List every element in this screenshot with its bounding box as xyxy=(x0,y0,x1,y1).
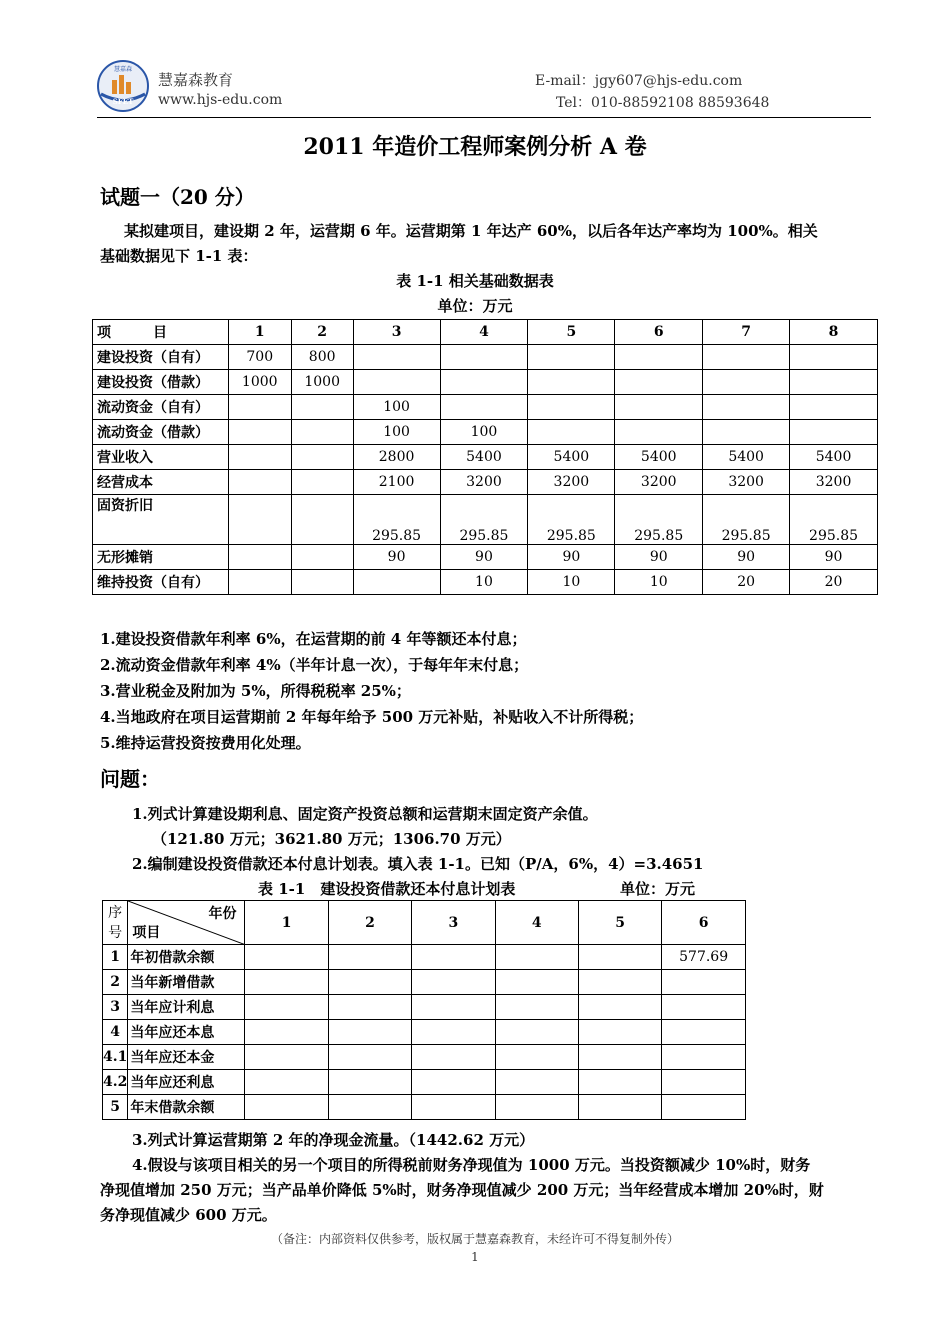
table-row xyxy=(93,545,878,570)
table-cell[interactable] xyxy=(495,1045,578,1070)
table-row xyxy=(93,570,878,595)
row-label: 无形摊销 xyxy=(93,545,229,570)
table-cell xyxy=(528,420,615,445)
table-cell[interactable] xyxy=(328,945,411,970)
table-cell[interactable] xyxy=(412,1095,495,1120)
table-cell[interactable] xyxy=(662,1070,746,1095)
table-cell: 90 xyxy=(353,545,440,570)
conditions-list xyxy=(100,626,643,756)
row-label: 年初借款余额 xyxy=(128,945,245,970)
table-row xyxy=(93,395,878,420)
year-header: 4 xyxy=(495,901,578,945)
question-4-line-3: 务净现值减少 600 万元。 xyxy=(100,1206,277,1224)
table-cell: 90 xyxy=(440,545,528,570)
table-cell[interactable] xyxy=(495,1020,578,1045)
questions-heading: 问题： xyxy=(100,767,160,791)
table-cell: 20 xyxy=(703,570,790,595)
table-cell[interactable] xyxy=(495,1070,578,1095)
table-cell: 295.85 xyxy=(528,495,615,545)
table1-header-cell: 1 xyxy=(228,320,291,345)
table-cell: 100 xyxy=(353,395,440,420)
row-label: 流动资金（自有） xyxy=(93,395,229,420)
row-number: 1 xyxy=(103,945,128,970)
telephone: Tel：010-88592108 88593648 xyxy=(556,95,770,111)
table-cell[interactable] xyxy=(328,995,411,1020)
table-cell: 90 xyxy=(528,545,615,570)
table-cell: 1000 xyxy=(228,370,291,395)
page-title: 2011 年造价工程师案例分析 A 卷 xyxy=(303,134,647,160)
row-label: 年末借款余额 xyxy=(128,1095,245,1120)
table-cell[interactable] xyxy=(578,1095,661,1120)
table-cell[interactable] xyxy=(662,1045,746,1070)
condition-item: 3.营业税金及附加为 5%，所得税税率 25%； xyxy=(100,682,411,700)
table1-header-cell: 5 xyxy=(528,320,615,345)
website: www.hjs-edu.com xyxy=(158,92,283,108)
table1-header-cell: 2 xyxy=(291,320,353,345)
table-cell[interactable] xyxy=(328,1045,411,1070)
table-cell xyxy=(528,370,615,395)
email: E-mail：jgy607@hjs-edu.com xyxy=(535,73,743,89)
table-cell xyxy=(790,420,878,445)
table-cell xyxy=(790,345,878,370)
page-number: 1 xyxy=(471,1250,479,1264)
table-cell[interactable] xyxy=(328,1070,411,1095)
row-label: 经营成本 xyxy=(93,470,229,495)
table-cell[interactable] xyxy=(662,970,746,995)
table-cell: 5400 xyxy=(790,445,878,470)
table1-title: 表 1-1 相关基础数据表 xyxy=(396,272,554,290)
corner-no: 序号 xyxy=(103,901,128,945)
question-4-line-2: 净现值增加 250 万元；当产品单价降低 5%时，财务净现值减少 200 万元；当年经营成本增加 20%时，财 xyxy=(100,1181,824,1199)
table-cell[interactable] xyxy=(578,1045,661,1070)
table-cell: 10 xyxy=(528,570,615,595)
table-cell xyxy=(291,495,353,545)
question-1-answer: （121.80 万元；3621.80 万元；1306.70 万元） xyxy=(152,830,511,848)
table-cell: 2800 xyxy=(353,445,440,470)
table-row xyxy=(103,995,746,1020)
section-heading: 试题一（20 分） xyxy=(100,185,255,209)
table-cell[interactable] xyxy=(412,1045,495,1070)
table-cell[interactable] xyxy=(495,995,578,1020)
basic-data-table xyxy=(92,319,878,595)
table-cell xyxy=(353,370,440,395)
question-2: 2.编制建设投资借款还本付息计划表。填入表 1-1。已知（P/A，6%，4）=3.4651 xyxy=(132,855,704,873)
question-4-line-1: 4.假设与该项目相关的另一个项目的所得税前财务净现值为 1000 万元。当投资额减少 10%时，财务 xyxy=(132,1156,811,1174)
table-cell xyxy=(528,345,615,370)
row-label: 固资折旧 xyxy=(93,495,229,545)
intro-line-1: 某拟建项目，建设期 2 年，运营期 6 年。运营期第 1 年达产 60%，以后各年达产率均为 100%。相关 xyxy=(124,222,818,240)
table-row xyxy=(103,1020,746,1045)
table-cell xyxy=(703,370,790,395)
question-1: 1.列式计算建设期利息、固定资产投资总额和运营期末固定资产余值。 xyxy=(132,805,598,823)
table-cell[interactable] xyxy=(495,945,578,970)
loan-repayment-table xyxy=(102,900,746,1120)
table-cell: 2100 xyxy=(353,470,440,495)
year-header: 5 xyxy=(578,901,661,945)
condition-item: 2.流动资金借款年利率 4%（半年计息一次），于每年年末付息； xyxy=(100,656,529,674)
table-cell[interactable] xyxy=(245,1045,328,1070)
condition-item: 4.当地政府在项目运营期前 2 年每年给予 500 万元补贴，补贴收入不计所得税； xyxy=(100,708,644,726)
table-cell[interactable] xyxy=(245,945,328,970)
table-cell[interactable] xyxy=(328,970,411,995)
logo xyxy=(97,60,149,112)
table-cell xyxy=(228,445,291,470)
year-header: 3 xyxy=(412,901,495,945)
table-cell: 100 xyxy=(353,420,440,445)
table-row xyxy=(93,345,878,370)
table-cell: 90 xyxy=(790,545,878,570)
header-divider xyxy=(97,117,871,118)
table-cell[interactable] xyxy=(245,1070,328,1095)
row-number: 3 xyxy=(103,995,128,1020)
table-cell xyxy=(353,345,440,370)
question-3: 3.列式计算运营期第 2 年的净现金流量。（1442.62 万元） xyxy=(132,1131,535,1149)
table-cell: 5400 xyxy=(703,445,790,470)
table-row xyxy=(93,495,878,545)
table2-title: 表 1-1 建设投资借款还本付息计划表 xyxy=(258,880,516,898)
table-cell xyxy=(228,420,291,445)
table-cell: 3200 xyxy=(703,470,790,495)
table-cell xyxy=(528,395,615,420)
table-row xyxy=(103,970,746,995)
condition-item: 5.维持运营投资按费用化处理。 xyxy=(100,734,311,752)
row-number: 2 xyxy=(103,970,128,995)
table-row xyxy=(93,445,878,470)
table-cell: 5400 xyxy=(440,445,528,470)
table-cell[interactable] xyxy=(412,1070,495,1095)
table-cell xyxy=(440,395,528,420)
table-cell[interactable] xyxy=(578,970,661,995)
row-label: 当年应还本金 xyxy=(128,1045,245,1070)
table-cell xyxy=(291,545,353,570)
table-cell: 90 xyxy=(615,545,703,570)
year-header: 6 xyxy=(662,901,746,945)
logo-text: 慧嘉森 xyxy=(113,66,133,73)
table-cell xyxy=(790,395,878,420)
table-cell xyxy=(703,420,790,445)
table-cell[interactable] xyxy=(412,945,495,970)
table-cell: 700 xyxy=(228,345,291,370)
table-cell: 10 xyxy=(615,570,703,595)
table-row xyxy=(93,370,878,395)
table-cell[interactable] xyxy=(412,1020,495,1045)
table-cell xyxy=(615,370,703,395)
condition-item: 1.建设投资借款年利率 6%，在运营期的前 4 年等额还本付息； xyxy=(100,630,527,648)
row-number: 4 xyxy=(103,1020,128,1045)
row-label: 营业收入 xyxy=(93,445,229,470)
row-number: 5 xyxy=(103,1095,128,1120)
row-label: 建设投资（借款） xyxy=(93,370,229,395)
table-cell xyxy=(615,420,703,445)
table-cell xyxy=(353,570,440,595)
table-cell[interactable] xyxy=(245,1020,328,1045)
table-cell[interactable] xyxy=(328,1095,411,1120)
table-cell: 3200 xyxy=(440,470,528,495)
table-cell xyxy=(440,345,528,370)
table-cell xyxy=(291,445,353,470)
table-cell[interactable] xyxy=(578,1070,661,1095)
table-cell xyxy=(291,570,353,595)
table-cell xyxy=(440,370,528,395)
table1-header-cell: 8 xyxy=(790,320,878,345)
table-cell[interactable] xyxy=(578,945,661,970)
corner-year: 年份 xyxy=(208,906,237,922)
table-cell: 295.85 xyxy=(790,495,878,545)
table-cell xyxy=(703,395,790,420)
table-cell: 3200 xyxy=(528,470,615,495)
table1-header-cell: 6 xyxy=(615,320,703,345)
table-cell: 3200 xyxy=(615,470,703,495)
table-cell[interactable] xyxy=(495,1095,578,1120)
org-name: 慧嘉森教育 xyxy=(158,71,234,89)
table-cell: 90 xyxy=(703,545,790,570)
table-cell: 295.85 xyxy=(440,495,528,545)
corner-item: 项目 xyxy=(132,925,161,941)
table-row xyxy=(93,420,878,445)
row-label: 当年应还利息 xyxy=(128,1070,245,1095)
table-row xyxy=(93,470,878,495)
table-cell[interactable]: 577.69 xyxy=(662,945,746,970)
table-cell[interactable] xyxy=(578,995,661,1020)
row-label: 当年应计利息 xyxy=(128,995,245,1020)
corner-header xyxy=(128,901,245,945)
table-cell xyxy=(228,570,291,595)
table-cell[interactable] xyxy=(495,970,578,995)
table-cell xyxy=(291,395,353,420)
table-row xyxy=(103,1070,746,1095)
table-cell: 3200 xyxy=(790,470,878,495)
year-header: 2 xyxy=(328,901,411,945)
table-cell: 10 xyxy=(440,570,528,595)
table1-header-cell: 3 xyxy=(353,320,440,345)
table-cell xyxy=(291,470,353,495)
row-label: 建设投资（自有） xyxy=(93,345,229,370)
row-number: 4.1 xyxy=(103,1045,128,1070)
table-cell[interactable] xyxy=(578,1020,661,1045)
logo-abbr: SFET xyxy=(112,97,134,106)
table-cell[interactable] xyxy=(245,1095,328,1120)
table-row xyxy=(103,945,746,970)
table-cell: 100 xyxy=(440,420,528,445)
table-cell[interactable] xyxy=(662,1020,746,1045)
table1-unit: 单位：万元 xyxy=(437,297,513,315)
table-cell xyxy=(703,345,790,370)
row-label: 维持投资（自有） xyxy=(93,570,229,595)
table-cell xyxy=(615,395,703,420)
table1-header-cell: 4 xyxy=(440,320,528,345)
row-label: 流动资金（借款） xyxy=(93,420,229,445)
table-cell[interactable] xyxy=(412,970,495,995)
table-cell xyxy=(291,420,353,445)
table-cell[interactable] xyxy=(412,995,495,1020)
table-cell[interactable] xyxy=(662,995,746,1020)
table-cell xyxy=(228,395,291,420)
table-row xyxy=(103,1095,746,1120)
table-row xyxy=(103,1045,746,1070)
table-cell[interactable] xyxy=(245,995,328,1020)
table-cell xyxy=(228,545,291,570)
table-cell: 295.85 xyxy=(703,495,790,545)
table-cell: 5400 xyxy=(528,445,615,470)
row-number: 4.2 xyxy=(103,1070,128,1095)
table-cell[interactable] xyxy=(328,1020,411,1045)
table-cell xyxy=(228,470,291,495)
table-cell: 295.85 xyxy=(353,495,440,545)
table1-header-cell: 项 目 xyxy=(93,320,229,345)
table-cell[interactable] xyxy=(662,1095,746,1120)
table-cell: 20 xyxy=(790,570,878,595)
table-cell xyxy=(790,370,878,395)
year-header: 1 xyxy=(245,901,328,945)
table-cell xyxy=(228,495,291,545)
footer-note: （备注：内部资料仅供参考，版权属于慧嘉森教育，未经许可不得复制外传） xyxy=(270,1232,679,1246)
intro-line-2: 基础数据见下 1-1 表： xyxy=(100,247,258,265)
table2-unit: 单位：万元 xyxy=(620,880,696,898)
row-label: 当年应还本息 xyxy=(128,1020,245,1045)
table-cell: 800 xyxy=(291,345,353,370)
table-cell[interactable] xyxy=(245,970,328,995)
table-cell: 5400 xyxy=(615,445,703,470)
table-cell xyxy=(615,345,703,370)
table-cell: 1000 xyxy=(291,370,353,395)
table1-header-cell: 7 xyxy=(703,320,790,345)
table-cell: 295.85 xyxy=(615,495,703,545)
row-label: 当年新增借款 xyxy=(128,970,245,995)
